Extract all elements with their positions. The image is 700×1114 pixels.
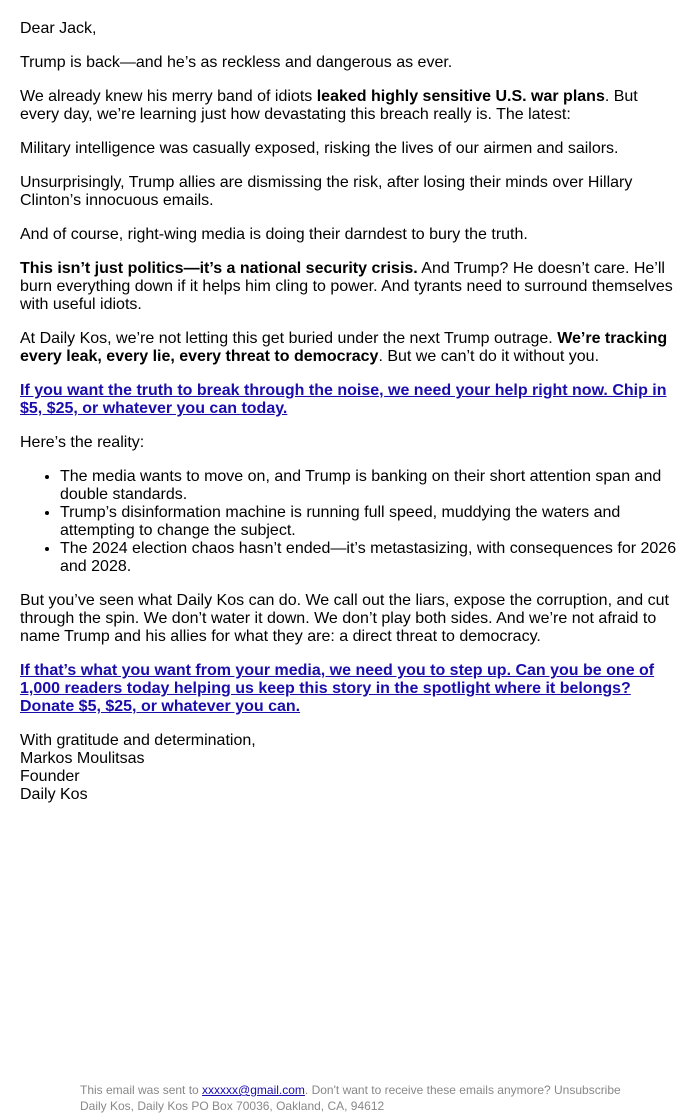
footer-email-link[interactable]: xxxxxx@gmail.com bbox=[202, 1083, 305, 1097]
paragraph-war-plans bbox=[20, 88, 680, 124]
signoff bbox=[20, 732, 680, 804]
footer-sent-line bbox=[80, 1082, 680, 1098]
reality-list bbox=[20, 468, 680, 576]
cta-paragraph-1 bbox=[20, 382, 680, 418]
signoff-name: Markos Moulitsas bbox=[20, 750, 145, 767]
footer-unsub-prompt: . Don't want to receive these emails anymore? bbox=[304, 1083, 554, 1097]
reality-item: • The 2024 election chaos hasn’t ended—it’s metastasizing, with consequences for 2026 and 2028. bbox=[60, 540, 680, 576]
paragraph-intelligence: Military intelligence was casually exposed, risking the lives of our airmen and sailors. bbox=[20, 140, 619, 157]
unsubscribe-link[interactable]: Unsubscribe bbox=[554, 1083, 621, 1097]
paragraph-war-plans-end: . But every day, we’re learning just how devastating this breach really is. The latest: bbox=[20, 88, 638, 123]
paragraph-crisis bbox=[20, 260, 680, 314]
paragraph-intro: Trump is back—and he’s as reckless and dangerous as ever. bbox=[20, 54, 453, 71]
crisis-emphasis: This isn’t just politics—it’s a national security crisis. bbox=[20, 260, 418, 277]
reality-item: • The media wants to move on, and Trump is banking on their short attention span and double standards. bbox=[60, 468, 680, 504]
signoff-closing: With gratitude and determination, bbox=[20, 732, 256, 749]
paragraph-daily-kos bbox=[20, 330, 680, 366]
cta-paragraph-2 bbox=[20, 662, 680, 716]
war-plans-emphasis: leaked highly sensitive U.S. war plans bbox=[316, 88, 605, 105]
paragraph-allies: Unsurprisingly, Trump allies are dismissing the risk, after losing their minds over Hillary Clinton’s innocuous emails. bbox=[20, 174, 633, 209]
tracking-emphasis: We’re tracking every leak, every lie, every threat to democracy bbox=[20, 330, 668, 365]
email-footer bbox=[80, 1082, 680, 1114]
paragraph-daily-kos-end: . But we can’t do it without you. bbox=[378, 348, 600, 365]
paragraph-what-we-do: But you’ve seen what Daily Kos can do. We call out the liars, expose the corruption, and cut through the spin. We don’t water it down. We don’t play both sides. And we’re not afraid to name Trump and his allies for what they are: a direct threat to democracy. bbox=[20, 592, 669, 645]
signoff-org: Daily Kos bbox=[20, 786, 88, 803]
paragraph-crisis-end: And Trump? He doesn’t care. He’ll burn everything down if it helps him cling to power. And tyrants need to surround themselves with useful idiots. bbox=[20, 260, 673, 313]
paragraph-war-plans-start: We already knew his merry band of idiots bbox=[20, 88, 317, 105]
email-body bbox=[20, 20, 680, 820]
signoff-title: Founder bbox=[20, 768, 80, 785]
paragraph-media: And of course, right-wing media is doing their darndest to bury the truth. bbox=[20, 226, 528, 243]
paragraph-daily-kos-start: At Daily Kos, we’re not letting this get buried under the next Trump outrage. bbox=[20, 330, 558, 347]
greeting: Dear Jack, bbox=[20, 20, 97, 37]
footer-address: Daily Kos, Daily Kos PO Box 70036, Oakland, CA, 94612 bbox=[80, 1099, 385, 1113]
reality-intro: Here’s the reality: bbox=[20, 434, 145, 451]
footer-sent-prefix: This email was sent to bbox=[80, 1083, 203, 1097]
donate-link-2[interactable]: If that’s what you want from your media, we need you to step up. Can you be one of 1,000 readers today helping us keep this story in the spotlight where it belongs? Donate $5, $25, or whatever you can. bbox=[20, 662, 655, 715]
reality-item: • Trump’s disinformation machine is running full speed, muddying the waters and attempting to change the subject. bbox=[60, 504, 680, 540]
donate-link-1[interactable]: If you want the truth to break through the noise, we need your help right now. Chip in $5, $25, or whatever you can today. bbox=[20, 382, 667, 417]
